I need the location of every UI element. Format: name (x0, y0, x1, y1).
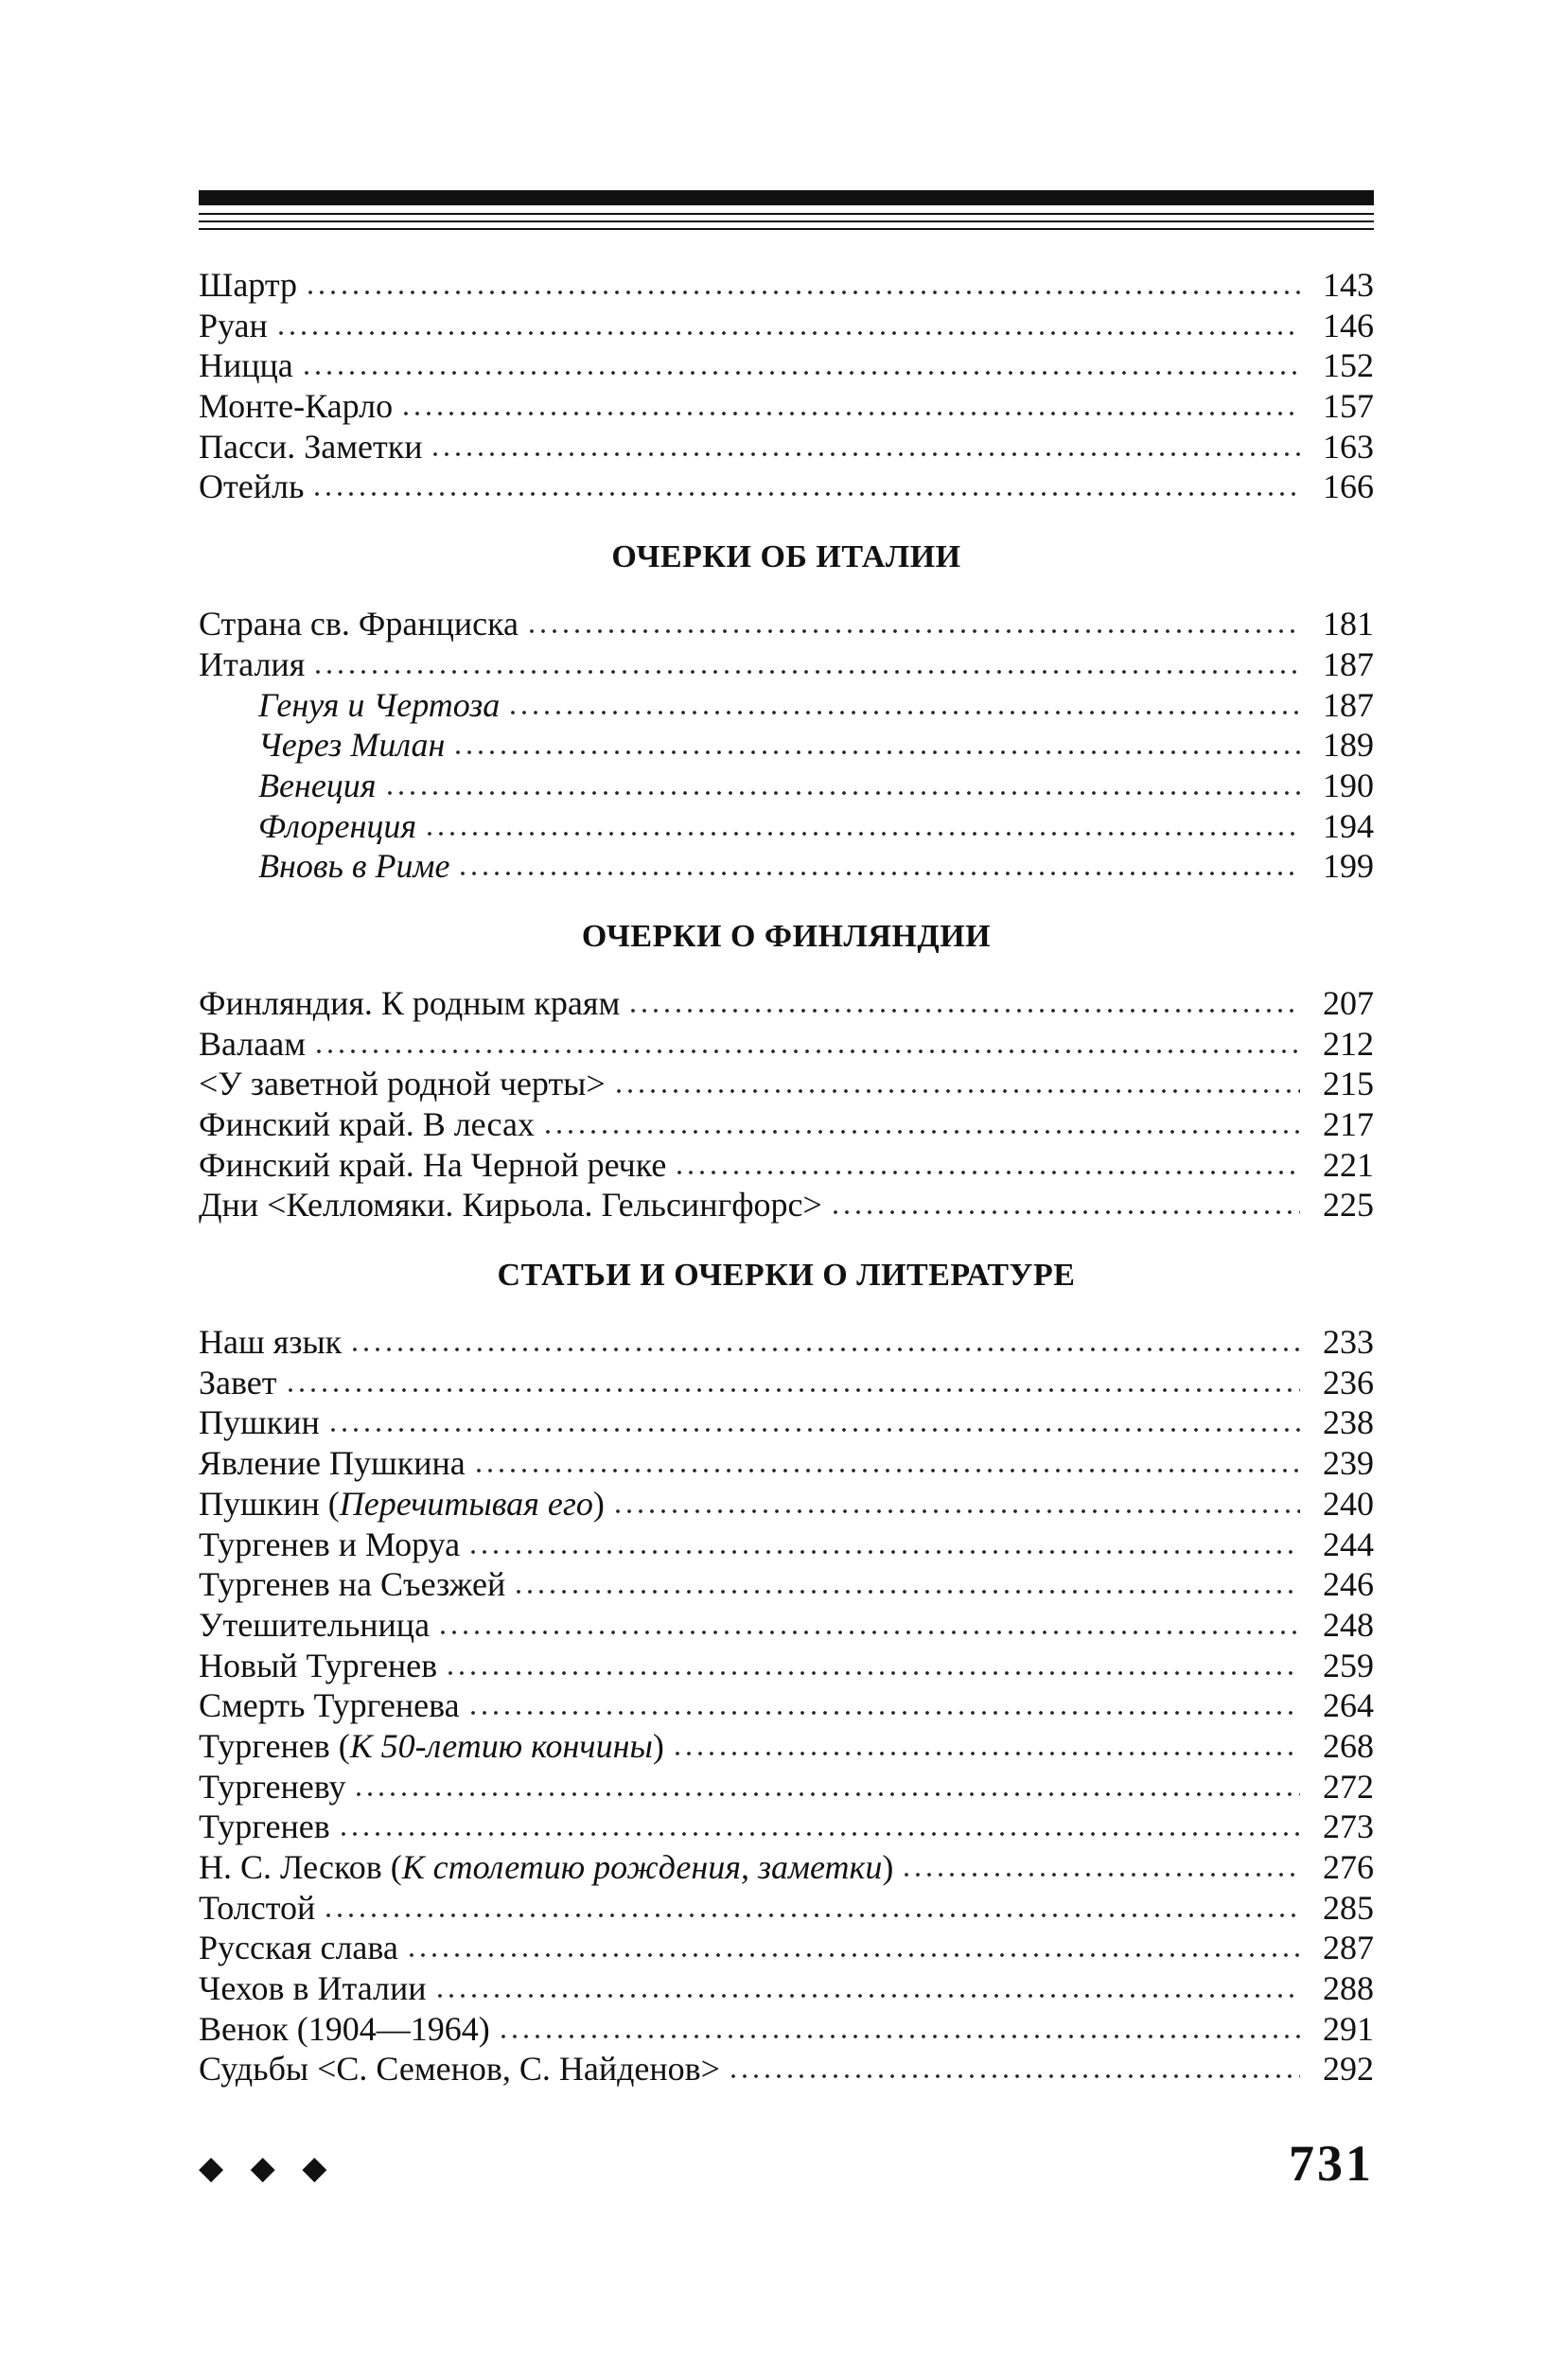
toc-entry (199, 467, 1374, 507)
page-ref: 189 (1323, 726, 1374, 765)
entry-title-text: ) (652, 1726, 664, 1765)
page-ref: 239 (1323, 1444, 1374, 1483)
page-ref: 199 (1323, 847, 1374, 886)
toc-section (199, 1225, 1374, 2089)
entry-title-text: Руан (199, 306, 268, 344)
toc-section (199, 507, 1374, 887)
toc-subentry (199, 685, 1374, 726)
entry-title-text: Страна св. Франциска (199, 605, 519, 643)
dot-leader (323, 1913, 1300, 1917)
entry-title-text: Венеция (258, 766, 377, 804)
entry-title-text: Шартр (199, 266, 297, 304)
page-ref: 207 (1323, 983, 1374, 1022)
dot-leader (672, 1752, 1300, 1755)
entry-title-text: ) (592, 1484, 605, 1523)
toc-entry (199, 386, 1374, 427)
page-ref: 259 (1323, 1646, 1374, 1684)
dot-leader (498, 2035, 1300, 2038)
page-ref: 240 (1323, 1484, 1374, 1523)
page-ref: 181 (1323, 605, 1374, 643)
dot-leader (437, 1631, 1300, 1634)
page-ref: 225 (1323, 1186, 1374, 1225)
entry-title (199, 604, 519, 644)
page-ref: 285 (1323, 1888, 1374, 1927)
entry-title (258, 725, 445, 766)
toc-entry (199, 265, 1374, 306)
entry-title (258, 806, 416, 847)
entry-title (199, 1564, 505, 1605)
page-ref: 187 (1323, 685, 1374, 724)
entry-title-italic: К 50-летию кончины (349, 1726, 653, 1765)
page-ref: 236 (1323, 1363, 1374, 1402)
entry-title (199, 1484, 605, 1525)
entry-title (199, 1064, 606, 1104)
entry-title-text: Н. С. Лесков ( (199, 1848, 402, 1886)
page-ref: 276 (1323, 1848, 1374, 1886)
entry-title (199, 306, 268, 346)
page-ref: 264 (1323, 1686, 1374, 1725)
page-ref: 287 (1323, 1929, 1374, 1967)
section-heading: ОЧЕРКИ ОБ ИТАЛИИ (611, 539, 961, 575)
page-ref: 292 (1323, 2050, 1374, 2089)
entry-title-text: Финский край. В лесах (199, 1105, 535, 1143)
header-rule (199, 190, 1374, 236)
toc-entry (199, 1888, 1374, 1929)
section-heading: СТАТЬИ И ОЧЕРКИ О ЛИТЕРАТУРЕ (497, 1258, 1076, 1294)
dot-leader (473, 1469, 1300, 1472)
toc-entry (199, 1847, 1374, 1888)
dot-leader (349, 1348, 1300, 1351)
header-rule-thin (199, 220, 1374, 222)
entry-title (199, 1363, 277, 1403)
entry-title (199, 1605, 430, 1646)
entry-title-text: Пасси. Заметки (199, 427, 423, 466)
entry-title (199, 1928, 398, 1968)
entry-title-text: Смерть Тургенева (199, 1686, 460, 1725)
dot-leader (424, 832, 1300, 836)
entry-title-text: Через Милан (258, 726, 446, 765)
entry-title-italic: Перечитывая его (339, 1484, 593, 1523)
page-ref: 238 (1323, 1403, 1374, 1442)
toc-entry (199, 1145, 1374, 1186)
entry-title (199, 467, 304, 507)
entry-title-text: Чехов в Италии (199, 1969, 427, 2008)
entry-title-text: Дни <Келломяки. Кирьола. Гельсингфорс> (199, 1186, 822, 1225)
page-ref: 187 (1323, 644, 1374, 683)
entry-title (199, 427, 422, 467)
dot-leader (353, 1792, 1300, 1796)
dot-leader (285, 1388, 1300, 1392)
dot-leader (305, 291, 1300, 294)
toc-subentry (199, 725, 1374, 766)
toc-section (199, 887, 1374, 1225)
entry-title-text: Пушкин (199, 1403, 320, 1442)
page-ref: 288 (1323, 1969, 1374, 2008)
page-ref: 166 (1323, 467, 1374, 506)
page-ref: 212 (1323, 1024, 1374, 1063)
entry-title (199, 1104, 535, 1145)
page-ref: 291 (1323, 2009, 1374, 2048)
toc-entry (199, 1564, 1374, 1605)
dot-leader (613, 1089, 1300, 1093)
dot-leader (327, 1428, 1300, 1432)
entry-title (199, 1685, 460, 1726)
entry-title (199, 1525, 460, 1565)
dot-leader (467, 1550, 1300, 1554)
toc-entry (199, 2009, 1374, 2050)
dot-leader (406, 1953, 1300, 1957)
entry-title (199, 644, 305, 685)
entry-title (199, 1847, 893, 1888)
toc-subentry (199, 846, 1374, 887)
entry-title (199, 1968, 427, 2009)
entry-title-text: Судьбы <С. Семенов, С. Найденов> (199, 2050, 720, 2089)
dot-leader (513, 1590, 1300, 1594)
toc-entry (199, 983, 1374, 1024)
dot-leader (430, 452, 1300, 456)
entry-title (199, 983, 620, 1024)
entry-title-text: Утешительница (199, 1605, 431, 1644)
entry-title-text: Отейль (199, 467, 305, 506)
entry-title (199, 1767, 345, 1807)
entry-title-text: Венок (1904—1964) (199, 2009, 490, 2048)
dot-leader (384, 791, 1300, 795)
header-rule-thin (199, 213, 1374, 215)
toc-entry (199, 1484, 1374, 1525)
entry-title-text: Флоренция (258, 806, 417, 845)
dot-leader (311, 492, 1300, 496)
toc-entry (199, 1685, 1374, 1726)
dot-leader (612, 1509, 1300, 1513)
header-rule-thin (199, 228, 1374, 230)
entry-title (199, 386, 393, 427)
dot-leader (728, 2074, 1300, 2078)
toc-subentry (199, 766, 1374, 806)
page-ref: 194 (1323, 806, 1374, 845)
page-number: 731 (1289, 2135, 1374, 2192)
toc-entry (199, 1024, 1374, 1065)
section-heading: ОЧЕРКИ О ФИНЛЯНДИИ (581, 918, 992, 954)
page-ref: 152 (1323, 346, 1374, 385)
page-ref: 221 (1323, 1145, 1374, 1184)
entry-title-text: Тургенев на Съезжей (199, 1565, 506, 1604)
page-ref: 273 (1323, 1807, 1374, 1846)
dot-leader (542, 1130, 1300, 1134)
page-ref: 215 (1323, 1065, 1374, 1103)
toc-entry (199, 1322, 1374, 1363)
entry-title-text: Завет (199, 1363, 277, 1402)
page-ref: 233 (1323, 1323, 1374, 1362)
dot-leader (400, 412, 1300, 415)
entry-title-text: Финский край. На Черной речке (199, 1145, 667, 1184)
toc-entry (199, 1525, 1374, 1565)
toc-entry (199, 1807, 1374, 1847)
page-ref: 244 (1323, 1525, 1374, 1563)
dot-leader (452, 750, 1300, 754)
dot-leader (338, 1832, 1300, 1836)
entry-title-text: Тургенев и Моруа (199, 1525, 461, 1563)
entry-title (199, 1024, 306, 1065)
toc-entry (199, 644, 1374, 685)
entry-title-text: Тургенев ( (199, 1726, 350, 1765)
entry-title-text: Ницца (199, 346, 293, 385)
entry-title-text: Генуя и Чертоза (258, 685, 501, 724)
entry-title (258, 846, 449, 887)
toc-entry (199, 427, 1374, 467)
entry-title (258, 685, 500, 726)
toc-entry (199, 1605, 1374, 1646)
toc-entry (199, 1928, 1374, 1968)
page-ref: 246 (1323, 1565, 1374, 1604)
toc-entry (199, 2049, 1374, 2089)
dot-leader (457, 872, 1300, 875)
entry-title-text: Тургенев (199, 1807, 330, 1846)
toc-entry (199, 1726, 1374, 1767)
entry-title (199, 1646, 437, 1686)
dot-leader (901, 1873, 1300, 1877)
page-ref: 268 (1323, 1726, 1374, 1765)
toc-entry (199, 306, 1374, 346)
page-ref: 272 (1323, 1767, 1374, 1806)
entry-title-text: Монте-Карло (199, 387, 394, 426)
entry-title-text: Толстой (199, 1888, 316, 1927)
entry-title (199, 1443, 466, 1484)
page-ref: 163 (1323, 427, 1374, 466)
dot-leader (301, 371, 1300, 375)
dot-leader (830, 1210, 1300, 1214)
entry-title (199, 265, 297, 306)
page-ref: 190 (1323, 766, 1374, 804)
entry-title (199, 1402, 320, 1443)
dot-leader (467, 1711, 1300, 1715)
dot-leader (313, 1049, 1300, 1053)
entry-title-text: Наш язык (199, 1323, 343, 1362)
entry-title (258, 766, 377, 806)
entry-title-text: Италия (199, 644, 306, 683)
dot-leader (312, 670, 1300, 674)
toc-entry (199, 604, 1374, 644)
entry-title-text: <У заветной родной черты> (199, 1065, 606, 1103)
entry-title (199, 345, 293, 386)
toc-entry (199, 1767, 1374, 1807)
page-footer (199, 2134, 1374, 2200)
dot-leader (434, 1994, 1301, 1998)
entry-title-text: Валаам (199, 1024, 307, 1063)
toc-entry (199, 1064, 1374, 1104)
dot-leader (507, 711, 1300, 714)
dot-leader (275, 331, 1300, 335)
entry-title-text: Новый Тургенев (199, 1646, 438, 1684)
footer-ornament: ◆ ◆ ◆ (199, 2151, 337, 2186)
page-ref: 217 (1323, 1105, 1374, 1143)
entry-title-italic: К столетию рождения, заметки (401, 1848, 883, 1886)
toc-entry (199, 1646, 1374, 1686)
toc-entry (199, 1185, 1374, 1225)
toc-entry (199, 1968, 1374, 2009)
entry-title (199, 2009, 490, 2050)
page-ref: 143 (1323, 266, 1374, 304)
entry-title (199, 1145, 666, 1186)
dot-leader (526, 629, 1300, 633)
entry-title-text: Тургеневу (199, 1767, 346, 1806)
entry-title (199, 1726, 664, 1767)
entry-title-text: Русская слава (199, 1929, 398, 1967)
table-of-contents (199, 265, 1374, 2089)
toc-entry (199, 345, 1374, 386)
entry-title (199, 2049, 720, 2089)
entry-title-text: Явление Пушкина (199, 1444, 466, 1483)
entry-title (199, 1888, 315, 1929)
page-ref: 146 (1323, 306, 1374, 344)
toc-section (199, 265, 1374, 507)
header-rule-thick (199, 190, 1374, 205)
entry-title (199, 1185, 822, 1225)
entry-title-text: Финляндия. К родным краям (199, 983, 621, 1022)
entry-title (199, 1322, 342, 1363)
toc-entry (199, 1443, 1374, 1484)
toc-entry (199, 1104, 1374, 1145)
dot-leader (445, 1671, 1300, 1675)
entry-title-text: Вновь в Риме (258, 847, 450, 886)
dot-leader (674, 1171, 1300, 1174)
entry-title (199, 1807, 330, 1847)
toc-entry (199, 1363, 1374, 1403)
entry-title-text: ) (882, 1848, 894, 1886)
dot-leader (627, 1009, 1300, 1013)
entry-title-text: Пушкин ( (199, 1484, 340, 1523)
page-ref: 157 (1323, 387, 1374, 426)
toc-entry (199, 1402, 1374, 1443)
toc-subentry (199, 806, 1374, 847)
page-ref: 248 (1323, 1605, 1374, 1644)
